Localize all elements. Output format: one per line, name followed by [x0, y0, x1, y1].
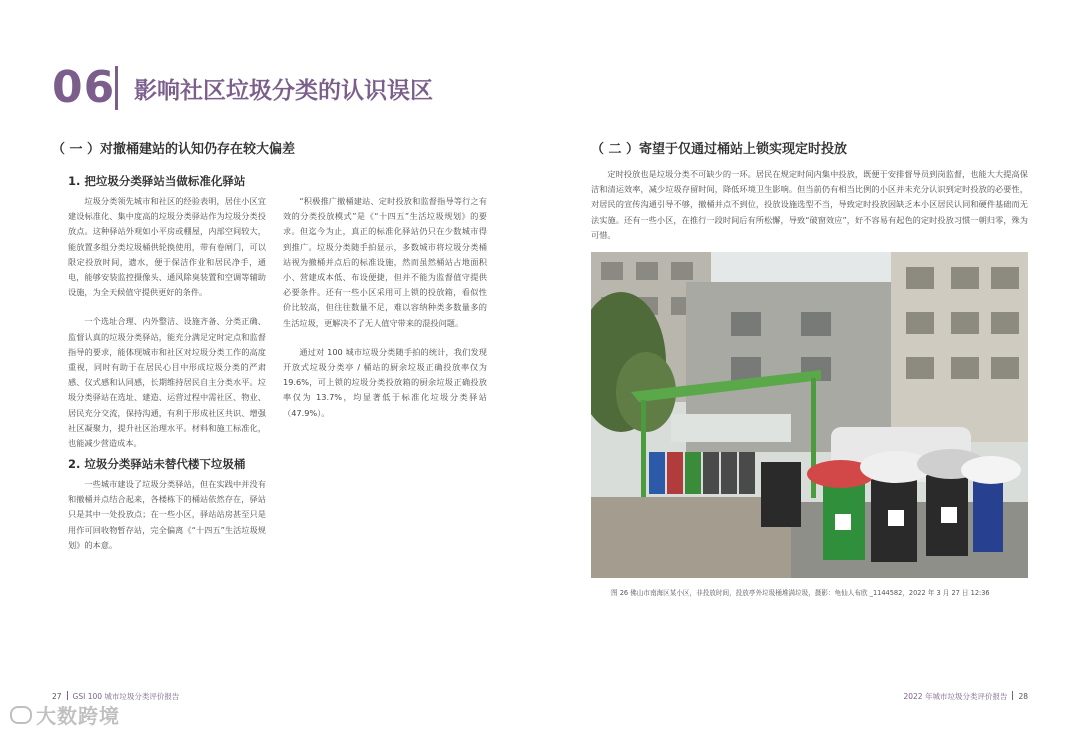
right-section-title: （ 二 ）寄望于仅通过桶站上锁实现定时投放: [591, 142, 848, 157]
paragraph: 一个选址合理、内外整洁、设施齐备、分类正确、监督认真的垃圾分类驿站，能充分满足定时定点和监督指导的要求，能体现城市和社区对垃圾分类工作的高度重视，同时有助于在居民心目中形成垃圾分类的严肃感、仪式感和认同感，长期维持居民自主分类水平。垃圾分类驿站在选址、建造、运营过程中需社区、物业、居民充分交流，保持沟通，有利于形成社区共识、增强社区凝聚力，提升社区治理水平。材料和施工标准化，也能减少营造成本。: [68, 316, 266, 449]
subheading-2: 2. 垃圾分类驿站未替代楼下垃圾桶: [68, 457, 246, 471]
paragraph: 一些城市建设了垃圾分类驿站，但在实践中并没有和撤桶并点结合起来，各楼栋下的桶站依然存在，驿站只是其中一处投放点；在一些小区，驿站站房甚至只是用作可回收物暂存站，完全偏离《“十四五”生活垃圾规划》的本意。: [68, 479, 266, 550]
footer-left-title: GSI 100 城市垃圾分类评价报告: [72, 692, 180, 701]
paragraph: 通过对 100 城市垃圾分类随手拍的统计，我们发现开放式垃圾分类亭 / 桶站的厨余垃圾正确投放率仅为 19.6%，可上锁的垃圾分类投放箱的厨余垃圾正确投放率仅为 13.7%，均显著低于标准化垃圾分类驿站（47.9%）。: [283, 346, 487, 418]
left-column-1-top: [68, 194, 266, 465]
photo-caption: 图 26 佛山市南海区某小区，非投放时间，投放亭外垃圾桶堆满垃圾，摄影：龟仙人布欧 _1144582，2022 年 3 月 27 日 12:36: [611, 589, 990, 597]
left-column-1-bottom: [68, 477, 266, 567]
page-number-right: 28: [1018, 692, 1028, 701]
left-section-title: （ 一 ）对撤桶建站的认知仍存在较大偏差: [52, 142, 296, 157]
paragraph: 定时投放也是垃圾分类不可缺少的一环。居民在规定时间内集中投放，既便于安排督导员到岗监督，也能大大提高保洁和清运效率，减少垃圾存留时间，降低环境卫生影响。但当前仍有相当比例的小区并未充分认识到定时投放的必要性，对居民的宣传沟通引导不够，撤桶并点不到位，投放设施选型不当，导致定时投放因缺乏本小区居民认同和硬件基础而无法实施。还有一些小区，在推行一段时间后有所松懈，导致“破窗效应”，好不容易有起色的定时投放习惯一朝归零，殊为可惜。: [591, 169, 1028, 240]
chapter-title: 影响社区垃圾分类的认识误区: [134, 78, 433, 104]
chapter-divider: [115, 66, 118, 110]
page-number-left: 27: [52, 692, 62, 701]
watermark-text: 大数跨境: [36, 704, 120, 728]
photo-garbage-station: [591, 252, 1028, 578]
subheading-1: 1. 把垃圾分类驿站当做标准化驿站: [68, 174, 246, 188]
footer-separator: [67, 691, 68, 700]
paragraph: “积极推广撤桶建站、定时投放和监督指导等行之有效的分类投放模式”是《“十四五”生活垃圾规划》的要求。但迄今为止，真正的标准化驿站仍只在少数城市得到推广。垃圾分类随手拍显示，多数城市将垃圾分类桶站视为撤桶并点后的标准设施，然而虽然桶站占地面积小、营建成本低、布设便捷，但并不能为监督值守提供必要条件。还有一些小区采用可上锁的投放箱，看似性价比较高，但往往数量不足，难以容纳种类多数量多的生活垃圾，更解决不了无人值守带来的混投问题。: [283, 196, 487, 328]
right-paragraph: [591, 167, 1028, 257]
left-column-2: [283, 194, 487, 435]
paragraph: 垃圾分类领先城市和社区的经验表明，居住小区宜建设标准化、集中度高的垃圾分类驿站作为垃圾分类投放点。这种驿站外观如小平房或棚屋，内部空间较大，能放置多组分类垃圾桶供轮换使用，带有卷闸门，可以限定投放时间，遗水，便于保洁作业和居民净手，通电，能够安装监控摄像头、通风除臭装置和空调等辅助设施，为全天候值守提供更好的条件。: [68, 196, 266, 298]
watermark-logo-icon: [10, 706, 32, 724]
chapter-number: 06: [52, 62, 116, 113]
footer-separator: [1012, 691, 1013, 700]
footer-right-title: 2022 年城市垃圾分类评价报告: [903, 692, 1008, 701]
footer-right: [903, 691, 1028, 702]
photo-illustration: [591, 252, 1028, 578]
watermark: [10, 700, 120, 729]
